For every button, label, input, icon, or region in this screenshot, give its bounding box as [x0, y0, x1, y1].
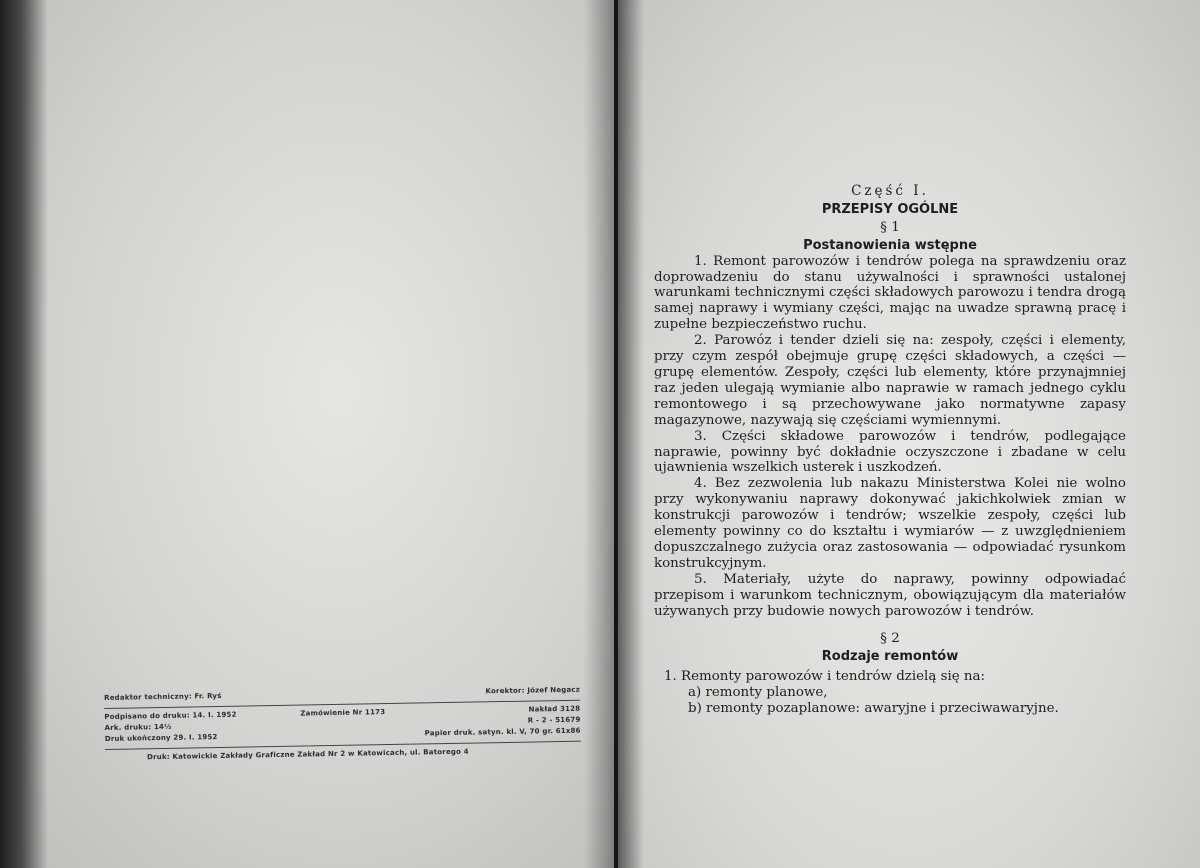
colophon-signed: Podpisano do druku: 14. I. 1952 [104, 710, 237, 721]
colophon-proofreader: Korektor: Józef Negacz [485, 685, 581, 696]
list-item-a: a) remonty planowe, [688, 685, 828, 701]
page-text [654, 184, 1126, 717]
part-title: Część I. [851, 183, 929, 199]
paragraph-5: 5. Materiały, użyte do naprawy, powinny odpowiadać przepisom i warunkom technicznym, obowiązującym dla materiałów używanych przy budowie nowych parowozów i tendrów. [654, 571, 1126, 619]
paragraph-4: 4. Bez zezwolenia lub nakazu Ministerstwa Kolei nie wolno przy wykonywaniu naprawy dokonywać jakichkolwiek zmian w konstrukcji parowozów i tendrów; wszelkie zespoły, części lub elementy powinny co do kształtu i wymiarów — z uwzględnieniem dopuszczalnego zużycia oraz zastosowania — odpowiadać rysunkom konstrukcyjnym. [654, 476, 1126, 571]
section-1-heading: Postanowienia wstępne [803, 237, 977, 253]
section-2-heading: Rodzaje remontów [821, 649, 959, 665]
list-item-b: b) remonty pozaplanowe: awaryjne i przeciwawaryjne. [688, 701, 1059, 717]
colophon-order: Zamówienie Nr 1173 [300, 708, 386, 718]
part-heading: PRZEPISY OGÓLNE [821, 201, 959, 217]
colophon-sheets: Ark. druku: 14½ [104, 722, 172, 732]
section-1-number: § 1 [880, 219, 900, 235]
list-intro: 1. Remonty parowozów i tendrów dzielą się na: [664, 669, 986, 685]
paragraph-3: 3. Części składowe parowozów i tendrów, podlegające naprawie, powinny być dokładnie oczyszczone i zbadane w celu ujawnienia wszelkich usterek i uszkodzeń. [654, 428, 1126, 476]
right-gutter-shadow [618, 0, 644, 868]
colophon-code: R - 2 - 51679 [527, 715, 581, 725]
left-gutter-shadow [584, 0, 614, 868]
colophon-printer: Druk: Katowickie Zakłady Graficzne Zakład Nr 2 w Katowicach, ul. Batorego 4 [147, 747, 469, 762]
colophon-editor: Redaktor techniczny: Fr. Ryś [104, 691, 222, 702]
paragraph-1: 1. Remont parowozów i tendrów polega na sprawdzeniu oraz doprowadzeniu do stanu używalności i sprawności ustalonej warunkami technicznymi części składowych parowozu i tendra drogą samej naprawy i wymiany części, mając na uwadze sprawną pracę i zupełne bezpieczeństwo ruchu. [654, 253, 1126, 333]
colophon-circulation: Nakład 3128 [528, 704, 581, 714]
colophon-paper: Papier druk. satyn. kl. V, 70 gr. 61x86 [424, 726, 581, 738]
page-edge-shadow [0, 0, 48, 868]
colophon-finished: Druk ukończony 29. I. 1952 [104, 733, 218, 743]
paragraph-2: 2. Parowóz i tender dzieli się na: zespoły, części i elementy, przy czym zespół obejmuje grupę części składowych, a części — grupę elementów. Zespoły, części lub elementy, które przynajmniej raz jeden ulegają wymianie albo naprawie w ramach jednego cyklu remontowego i są przechowywane jako normatywne zapasy magazynowe, nazywają się częściami wymiennymi. [654, 333, 1126, 428]
colophon [104, 686, 581, 765]
section-2-number: § 2 [880, 631, 900, 647]
